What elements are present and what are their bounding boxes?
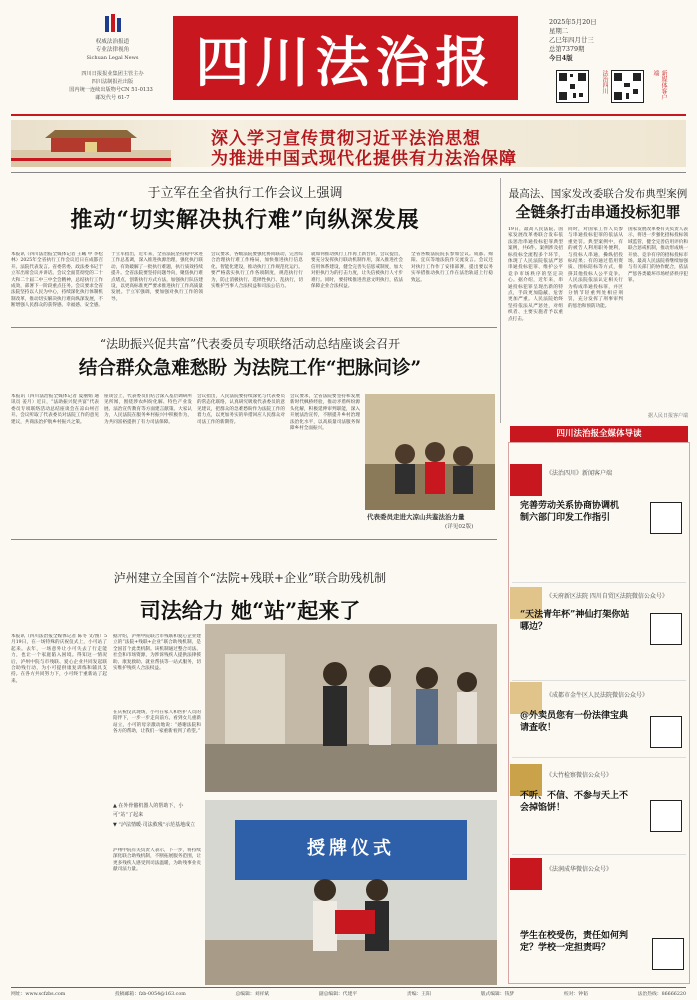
article4-col2: 据介绍，泸州中院联合市残联和爱心企业建立的“法院+残联+企业”联合助残机制，是全国首个此类机制。该机制通过整合司法、社会和市场资源，为涉诉残疾人提供法律援助、康复救助、就业帮扶等一站式服务，切实维护残疾人合法权益。 (113, 634, 201, 672)
sidebar-card[interactable] (510, 460, 688, 560)
article4-caption2: ▼ “泸法情暖·司法救残”示范基地成立 (113, 822, 196, 828)
sponsor-1: 四川日报报业集团主管主办 (81, 71, 144, 77)
divider (512, 680, 686, 681)
footer (11, 990, 686, 997)
card-title: 完善劳动关系协商协调机制六部门印发工作指引 (520, 501, 620, 523)
ceremony-sign: 授牌仪式 (307, 838, 395, 859)
article3-headline: 结合群众急难愁盼 为法院工作“把脉问诊” (78, 358, 422, 379)
article3-kicker: “法助振兴促共富”代表委员专项联络活动总结座谈会召开 (99, 337, 401, 351)
article3-col3: 会议指出，人民法院要持续深化与代表委员的常态化联络，认真研究吸收代表委员的意见建议，把群众的急难愁盼作为法院工作的着力点，以更加务实的举措回应人民群众对司法工作的新期待。 (197, 394, 285, 425)
article3-col1: 本报讯（四川法治报全媒体记者 夏丽娟 通讯员 姜月）近日，“法助振兴促共富”代表委员专项联络活动总结座谈会在凉山州召开。会议听取了代表委员对法院工作的意见建议，共商法治护航乡村振兴之策。 (11, 394, 99, 425)
issue-date: 2025年5月20日 (549, 18, 597, 26)
sponsor-4: 邮发代号 61-7 (95, 95, 130, 101)
footer-email: 投稿邮箱：fzb-0054@163.com (115, 992, 186, 997)
article3-col4: 会议要求，全省法院要坚持和发展新时代枫桥经验，推动矛盾纠纷源头化解，积极延伸审判职能，深入开展法治宣传，不断提升乡村治理法治化水平，以高质量司法服务保障乡村全面振兴。 (290, 394, 360, 432)
sponsor-2: 四川法制报社出版 (91, 79, 134, 85)
sidebar-header: 四川法治报全媒体导读 (510, 426, 688, 442)
article4-photo-ceremony (205, 800, 497, 985)
card-source: 《大竹检察微信公众号》 (546, 772, 613, 779)
footer-layout-editor: 版式编辑：钱梦 (480, 992, 515, 997)
slogan-banner (11, 120, 686, 167)
footer-hotline: 法治热线：86666220 (637, 992, 686, 997)
article2-subhead: 全链条打击串通投标犯罪 (515, 203, 681, 221)
card-title: @外卖员您有一份法律宝典请查收！ (520, 711, 629, 733)
card-title: 不听、不信、不参与天上不会掉馅饼！ (520, 791, 629, 813)
footer-proofreader: 校对：钟韬 (563, 992, 588, 997)
article3-caption: 代表委员走进大凉山共鉴法治力量 (367, 513, 465, 521)
article1-col3: 会议要求，各级法院要强化协同联动，完善综合治理执行难工作格局，加快推进执行信息化、智能化建设，推动执行工作规范化运行。要严格落实执行工作各项制度，规范执行行为，防止消极执行、选择性执行、乱执行，切实维护当事人合法权益和司法公信力。 (211, 252, 303, 290)
slogan-2: 专业法律视角 (95, 47, 130, 53)
article1-col4: 就如何推动执行工作再上新台阶，会议提出，要充分发挥执行联动机制作用，深入推进社会信用体系建设，健全完善失信惩戒制度，加大对拒执行为的打击力度，让失信被执行人寸步难行。同时，要持续推进善意文明执行，依法保障企业合法权益。 (311, 252, 403, 290)
footer-rule (11, 987, 686, 988)
article4-col1: 本报讯（四川法治报全媒体记者 陈冬 文/图）5月19日，在一场特殊的庆祝仪式上，小可站了起来。去年，一场意外让小可失去了行走能力，也让一个家庭陷入困境。得知这一情况后，泸州中院与市残联、爱心企业共同发起联合助残行动，为小可提供康复训练和辅具支持。在各方共同努力下，小可终于重新站了起来。 (11, 634, 107, 684)
sidebar-card[interactable] (510, 585, 688, 675)
article4-col4: 泸州中院有关负责人表示，下一步，将持续深化联合助残机制，不断拓展服务范围，让更多残疾人感受到司法温暖，为助残事业贡献司法力量。 (113, 848, 201, 873)
banner-line-2: 为推进中国式现代化提供有力法治保障 (211, 149, 517, 169)
card-title: 学生在校受伤，责任如何判定？学校一定担责吗？ (520, 931, 629, 953)
issue-lunar: 乙巳年四月廿三 (549, 36, 594, 44)
sidebar-card[interactable] (510, 682, 688, 752)
masthead-left (70, 8, 155, 118)
article4-photo-rehab (205, 624, 497, 792)
card-source: 《法润成华微信公众号》 (546, 866, 613, 873)
article3-photo (365, 394, 495, 510)
footer-website: 网址：www.scfzbs.com (11, 992, 66, 997)
card-source: 《成都市金牛区人民法院微信公众号》 (546, 692, 649, 699)
column-divider (500, 178, 501, 423)
article2-col2: 同时，对国家工作人员参与串通投标犯罪的依法从重处罚。典型案例中，有的被告人利用职务便利，与投标人串通，操纵招投标结果；有的通过借用资质、围标陪标等方式，排挤其他投标人公平竞争。人民法院依法认定相关行为构成串通投标罪，并区分情节轻重判处相应刑罚，充分发挥了刑事审判的惩治和预防功能。 (568, 227, 623, 309)
footer-editor-chief: 总编辑：刘祥斌 (235, 992, 270, 997)
banner-line-1: 深入学习宣传贯彻习近平法治思想 (211, 129, 481, 149)
article4-kicker: 泸州建立全国首个“法院+残联+企业”联合助残机制 (113, 571, 387, 585)
footer-editor: 责编：王阳 (406, 992, 431, 997)
qr-code-icon (650, 716, 682, 748)
slogan-1: 权威法治报道 (95, 39, 130, 45)
article2-headline: 最高法、国家发改委联合发布典型案例 (508, 188, 688, 200)
divider (11, 539, 497, 540)
masthead-rule (11, 114, 686, 116)
newspaper-title-text: 四川法治报 (195, 29, 496, 94)
sidebar-card[interactable] (510, 760, 688, 850)
article3-col2: 座谈会上，代表委员们结合深入基层调研所见所闻，围绕涉农纠纷化解、特色产业发展、法治宣传教育等方面建言献策。大家认为，人民法院在服务乡村振兴中积极作为，为共同富裕提供了有力司法保障。 (104, 394, 192, 425)
article1-col5: 全省各级法院院长参加会议。成都、绵阳、宜宾等地法院作交流发言。会议还对执行工作作了安排部署，提出要以务实举措推动执行工作在法治轨道上行稳致远。 (411, 252, 493, 283)
tiananmen-illustration-icon (11, 120, 171, 167)
issue-weekday: 星期二 (549, 27, 569, 35)
article1-col1: 本报讯（四川法治报全媒体记者 王曦 中 李松林）2025年全省执行工作会议近日在成都召开。法院代表发言。省委常委、政法委书记于立军出席会议并讲话。会议全面贯彻党的二十大和二十届二中三中全会精神，总结执行工作成效，部署下一阶段重点任务。会议要求全省法院坚持以人民为中心，持续深化执行体制机制改革，推动切实解决执行难向纵深发展，不断增强人民群众的获得感、幸福感、安全感。 (11, 252, 103, 309)
newspaper-emblem-icon (103, 12, 125, 34)
qr-code-icon (556, 70, 589, 103)
qr-label-1: 法治四川 (601, 70, 608, 94)
article1-headline: 推动“切实解决执行难”向纵深发展 (70, 207, 420, 233)
issue-pages: 今日4版 (549, 54, 573, 62)
footer-deputy-editor: 副总编辑：代建平 (318, 992, 358, 997)
qr-code-icon (650, 800, 682, 832)
app-logo-icon (510, 464, 542, 496)
qr-code-icon (611, 70, 644, 103)
card-title: “天法青年杯”神仙打架你站哪边？ (520, 610, 630, 632)
qr-code-icon (650, 502, 682, 534)
article4-headline: 司法给力 她“站”起来了 (139, 598, 361, 623)
sidebar-card[interactable] (510, 858, 688, 978)
article1-col2: 于立军指出，近年来，全省法院坚持稳中求进工作总基调，深入推进执源治理，强化执行联动，有效破解了一批执行难题，执行质效持续提升。全省法院要坚持问题导向，聚焦执行难点堵点，创新执行方式方法，加强执行队伍建设，以更高标准更严要求推进执行工作高质量发展。于立军强调，要加强对执行工作的领导。 (111, 252, 203, 302)
divider (11, 327, 497, 328)
divider (512, 854, 686, 855)
card-source: 《天府新区法院 四川自贸区法院微信公众号》 (546, 593, 668, 600)
article3-caption-note: (详见02版) (445, 524, 474, 530)
sponsor-3: 国内统一连续出版物号CN 51-0133 (69, 87, 153, 93)
divider (11, 172, 686, 173)
qr-code-icon (652, 938, 684, 970)
divider (512, 582, 686, 583)
article2-col1: 19日，最高人民法院、国家发展改革委联合发布依法惩治串通投标犯罪典型案例，共6件。案例涉及招标投标全流程多个环节，体现了人民法院依法严惩串通投标犯罪、维护公平竞争市场秩序的坚定决心。据介绍，近年来，串通投标犯罪呈现出新的特点，手段更加隐蔽，危害更加严重。人民法院始终坚持依法从严惩处，对组织者、主要实施者予以重点打击。 (508, 227, 563, 322)
divider (512, 757, 686, 758)
app-logo-icon (510, 858, 542, 890)
card-source: 《法治四川》新闻客户端 (546, 470, 613, 477)
article1-kicker: 于立军在全省执行工作会议上强调 (147, 186, 343, 201)
article4-caption1: ▲ 在外骨骼机器人的帮助下，小可“站”了起来 (113, 803, 184, 818)
article2-source: 据人民日报客户端 (647, 413, 688, 419)
newspaper-title (173, 16, 518, 100)
issue-info (549, 18, 609, 63)
article4-col3: 在庆祝仪式现场，小可在家人和医护人员的陪伴下，一步一步走向前方。看到女儿重新站立，小可的母亲激动地说：“感谢法院和各方的帮助，让我们一家重新看到了希望。” (113, 710, 201, 735)
qr-label-2: 新媒体客户端 (652, 70, 667, 100)
article2-col3: 国家发展改革委有关负责人表示，将进一步强化招标投标领域监管，健全完善信用评价和联合惩戒机制，推动形成统一开放、竞争有序的招标投标市场。最高人民法院将继续加强与有关部门的协作配合，依法严惩各类破坏市场经济秩序犯罪。 (628, 227, 688, 284)
issue-number: 总第7379期 (549, 45, 585, 53)
slogan-en: Sichuan Legal News (86, 55, 139, 61)
qr-code-icon (650, 613, 682, 645)
